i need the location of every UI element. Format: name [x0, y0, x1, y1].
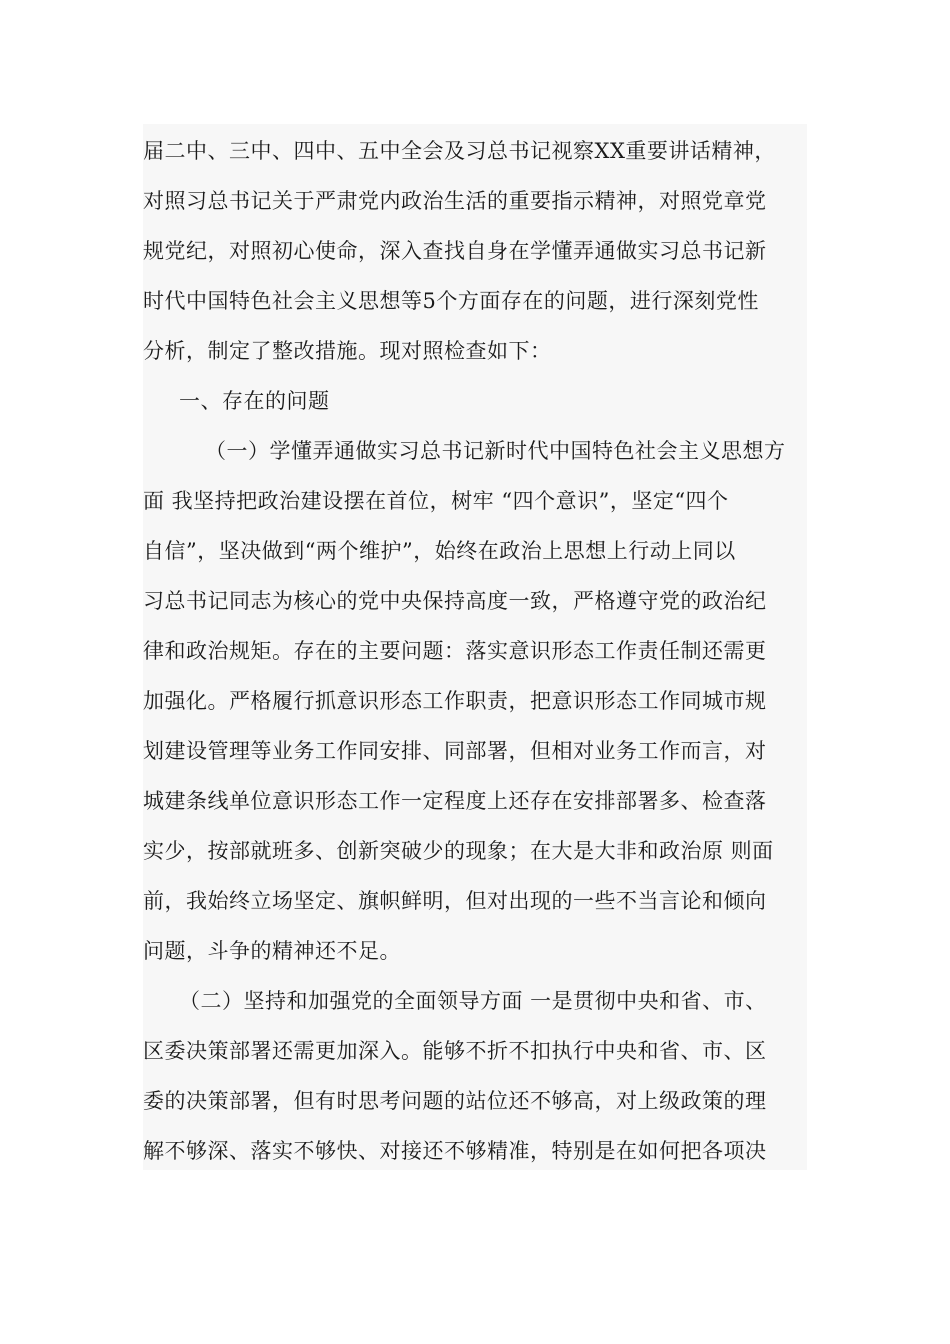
text-line: 城建条线单位意识形态工作一定程度上还存在安排部署多、检查落	[143, 789, 767, 813]
text-line: 规党纪，对照初心使命，深入查找自身在学懂弄通做实习总书记新	[143, 239, 767, 263]
text-line: 习总书记同志为核心的党中央保持高度一致，严格遵守党的政治纪	[143, 589, 767, 613]
text-line: 自信”，坚决做到“两个维护”，始终在政治上思想上行动上同以	[143, 539, 736, 563]
text-line: 实少，按部就班多、创新突破少的现象；在大是大非和政治原 则面	[143, 839, 774, 863]
text-line: 划建设管理等业务工作同安排、同部署，但相对业务工作而言，对	[143, 739, 767, 763]
text-line: 律和政治规矩。存在的主要问题：落实意识形态工作责任制还需更	[143, 639, 767, 663]
text-line: 区委决策部署还需更加深入。能够不折不扣执行中央和省、市、区	[143, 1039, 767, 1063]
text-line: 前，我始终立场坚定、旗帜鲜明，但对出现的一些不当言论和倾向	[143, 889, 767, 913]
text-line: 问题，斗争的精神还不足。	[143, 939, 401, 963]
text-line: 加强化。严格履行抓意识形态工作职责，把意识形态工作同城市规	[143, 689, 767, 713]
subsection-heading: （一）学懂弄通做实习总书记新时代中国特色社会主义思想方	[205, 439, 786, 463]
text-line: 时代中国特色社会主义思想等5个方面存在的问题，进行深刻党性	[143, 289, 759, 313]
document-body	[143, 124, 807, 1170]
text-line: 解不够深、落实不够快、对接还不够精准，特别是在如何把各项决	[143, 1139, 767, 1163]
text-line: 委的决策部署，但有时思考问题的站位还不够高，对上级政策的理	[143, 1089, 767, 1113]
text-line: 面 我坚持把政治建设摆在首位，树牢 “四个意识”，坚定“四个	[143, 489, 729, 513]
section-heading: 一、存在的问题	[179, 389, 330, 413]
text-line: 届二中、三中、四中、五中全会及习总书记视察XX重要讲话精神，	[143, 139, 776, 163]
subsection-heading: （二）坚持和加强党的全面领导方面 一是贯彻中央和省、市、	[179, 989, 767, 1013]
text-line: 对照习总书记关于严肃党内政治生活的重要指示精神，对照党章党	[143, 189, 767, 213]
text-line: 分析，制定了整改措施。现对照检查如下：	[143, 339, 552, 363]
